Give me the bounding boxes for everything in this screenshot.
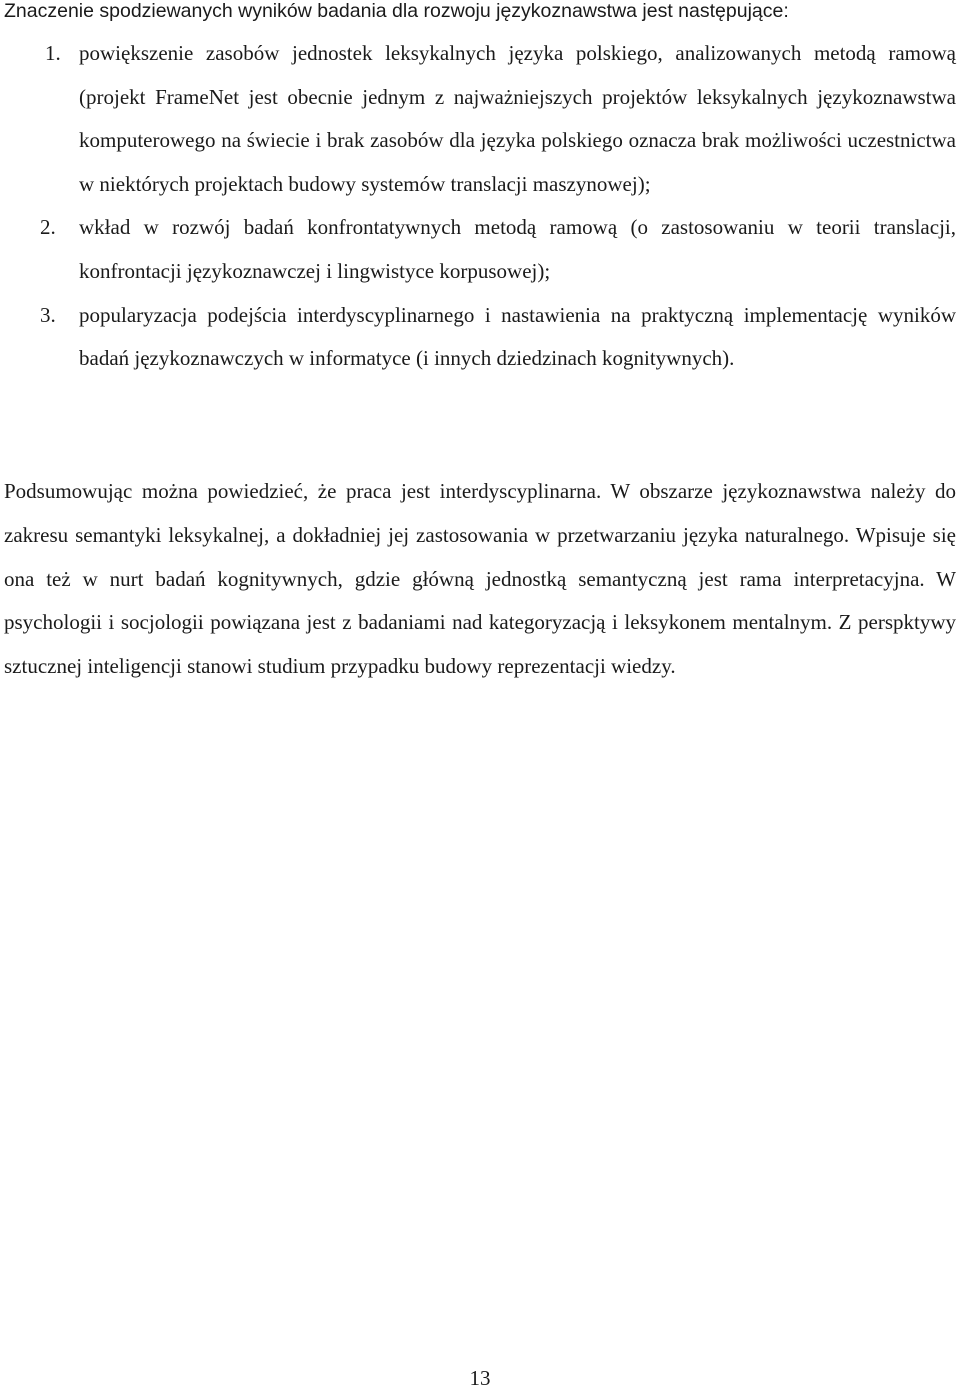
intro-sentence: Znaczenie spodziewanych wyników badania dla rozwoju językoznawstwa jest następujące: — [4, 0, 789, 22]
list-item — [0, 294, 956, 381]
list-item-text: powiększenie zasobów jednostek leksykalnych języka polskiego, analizowanych metodą ramową (projekt FrameNet jest obecnie jednym z najważniejszych projektów leksykalnych językoznawstwa komputerowego na świecie i brak zasobów dla języka polskiego oznacza brak możliwości uczestnictwa w niektórych projektach budowy systemów translacji maszynowej); — [79, 41, 956, 196]
list-item-text: wkład w rozwój badań konfrontatywnych metodą ramową (o zastosowaniu w teorii translacji, konfrontacji językoznawczej i lingwistyce korpusowej); — [79, 215, 956, 283]
list-item-number: 3. — [40, 302, 56, 327]
list-item-number: 1. — [45, 41, 61, 65]
list-item — [0, 206, 956, 293]
summary-paragraph: Podsumowując można powiedzieć, że praca jest interdyscyplinarna. W obszarze językoznawstwa należy do zakresu semantyki leksykalnej, a dokładniej jej zastosowania w przetwarzaniu języka naturalnego. Wpisuje się ona też w nurt badań kognitywnych, gdzie główną jednostką semantyczną jest rama interpretacyjna. W psychologii i socjologii powiązana jest z badaniami nad kategoryzacją i leksykonem mentalnym. Z perspktywy sztucznej inteligencji stanowi studium przypadku budowy reprezentacji wiedzy. — [4, 479, 956, 679]
significance-list — [0, 32, 956, 381]
page-number: 13 — [469, 1366, 491, 1390]
list-item — [0, 32, 956, 206]
list-item-text: popularyzacja podejścia interdyscyplinarnego i nastawienia na praktyczną implementację wyników badań językoznawczych w informatyce (i innych dziedzinach kognitywnych). — [79, 302, 956, 371]
list-item-number: 2. — [40, 215, 56, 240]
